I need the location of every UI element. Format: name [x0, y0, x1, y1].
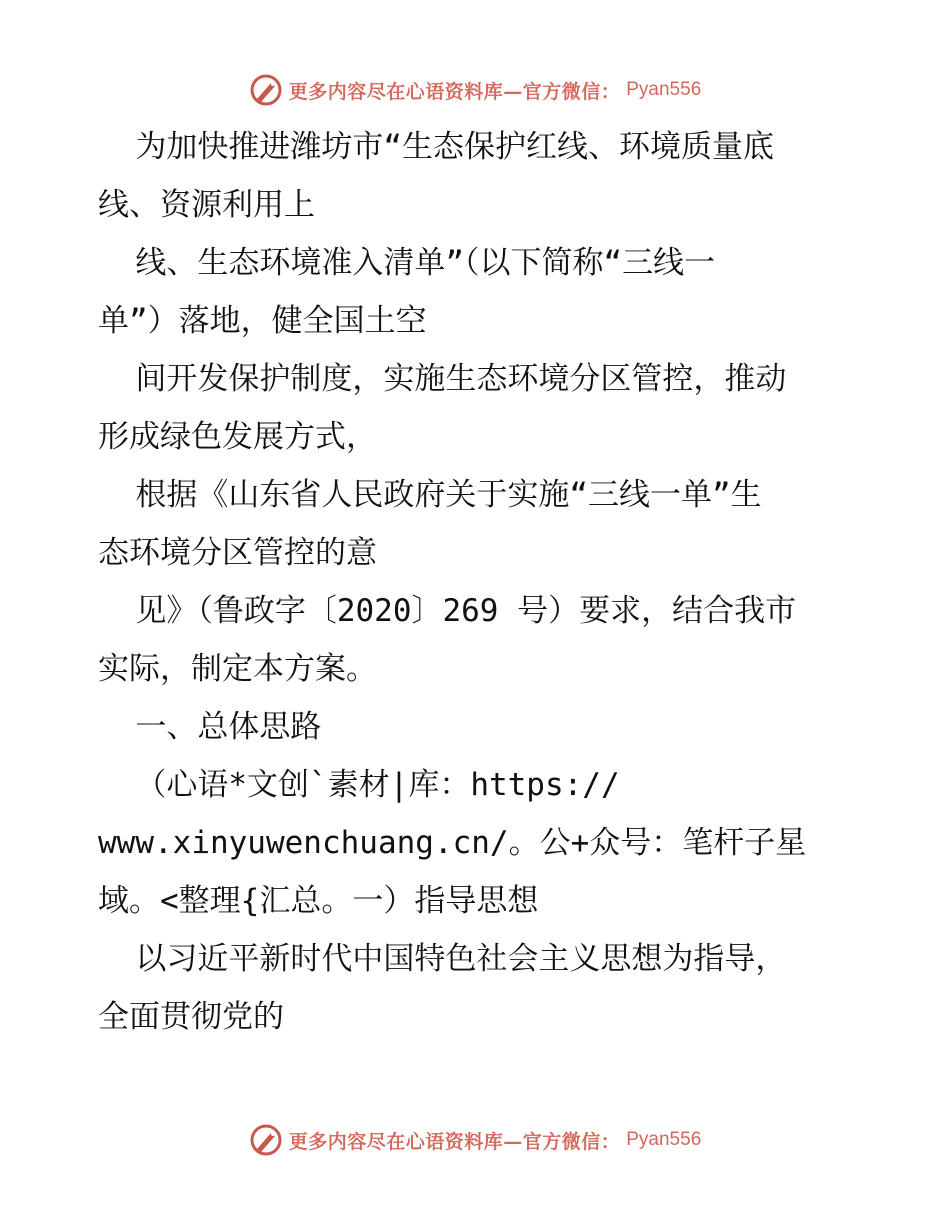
text-line: 形成绿色发展方式，: [98, 419, 377, 455]
text-line: 以习近平新时代中国特色社会主义思想为指导，: [98, 941, 787, 977]
watermark-text: 更多内容尽在心语资料库—官方微信：: [288, 1130, 621, 1153]
text-line: 态环境分区管控的意: [98, 535, 377, 571]
pen-circle-icon: [249, 73, 283, 107]
text-line: www.xinyuwenchuang.cn/。公+众号：笔杆子星: [98, 825, 807, 861]
text-line: 根据《山东省人民政府关于实施“三线一单”生: [98, 477, 762, 513]
watermark-contact: Pyan556: [626, 1129, 702, 1150]
text-line: （心语*文创`素材|库：https://: [98, 767, 620, 803]
text-line: 为加快推进潍坊市“生态保护红线、环境质量底: [98, 129, 774, 165]
text-line: 见》（鲁政字〔2020〕269 号）要求，结合我市: [98, 593, 797, 629]
footer-watermark: [0, 1120, 950, 1160]
text-line: 实际，制定本方案。: [98, 651, 377, 687]
text-line: 线、资源利用上: [98, 187, 315, 223]
section-heading: 一、总体思路: [98, 709, 322, 745]
text-line: 间开发保护制度，实施生态环境分区管控，推动: [98, 361, 787, 397]
watermark-contact: Pyan556: [626, 79, 702, 100]
text-line: 全面贯彻党的: [98, 999, 284, 1035]
text-line: 线、生态环境准入清单”（以下简称“三线一: [98, 245, 716, 281]
document-body: [98, 118, 858, 1046]
header-watermark: [0, 70, 950, 110]
text-line: 单”）落地，健全国土空: [98, 303, 427, 339]
text-line: 域。<整理{汇总。一）指导思想: [98, 883, 539, 919]
watermark-text: 更多内容尽在心语资料库—官方微信：: [288, 80, 621, 103]
pen-circle-icon: [249, 1123, 283, 1157]
